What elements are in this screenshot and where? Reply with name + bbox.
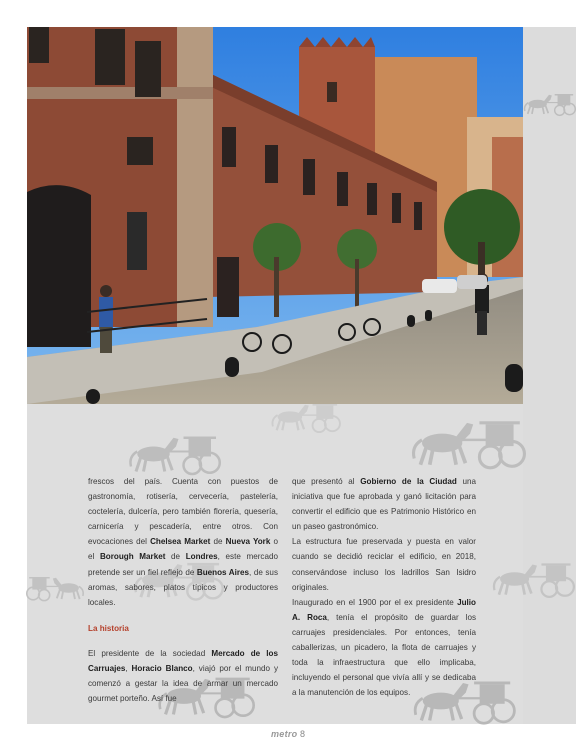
page-footer <box>0 729 576 739</box>
horse-carriage-icon <box>522 82 576 126</box>
horse-carriage-icon <box>260 400 350 434</box>
horse-carriage-icon <box>126 430 221 478</box>
paragraph: que presentó al Gobierno de la Ciudad una iniciativa que fue aprobada y ganó licitación para convertir el edificio que es Patrimonio Histórico en un paseo gastronómico. <box>292 477 476 532</box>
horse-carriage-icon <box>408 414 526 472</box>
paragraph: Inaugurado en el 1900 por el ex presidente Julio A. Roca, tenía el propósito de guardar los carruajes presidenciales. Por entonces, tenía caballerizas, un picadero, la flota de carruajes y toda la infraestructura que ello implicaba, incluyendo el personal que vivía allí y se dedicaba a la manutención de los equipos. <box>292 597 476 698</box>
horse-carriage-icon <box>490 550 575 608</box>
section-heading: La historia <box>88 623 129 633</box>
horse-carriage-icon <box>26 560 86 616</box>
paragraph: El presidente de la sociedad Mercado de los Carruajes, Horacio Blanco, viajó por el mundo y comenzó a gestar la idea de armar un mercado gourmet porteño. Así fue <box>88 648 278 704</box>
page-number: 8 <box>300 729 306 739</box>
magazine-logo: metro <box>270 729 298 739</box>
right-gray-band <box>523 27 576 724</box>
article-left-column <box>88 474 278 706</box>
street-photo <box>27 27 523 404</box>
article-right-column <box>292 474 476 700</box>
paragraph: frescos del país. Cuenta con puestos de gastronomía, rotisería, cervecería, pastelería, coctelería, dulcería, pero también florería, quesería, carnicería y pescadería, entre otros. Con evocaciones del Chelsea Market de Nueva York o el Borough Market de Londres, este mercado pretende ser un fiel reflejo de Buenos Aires, de sus aromas, sabores, platos típicos y productores locales. <box>88 477 278 607</box>
paragraph: La estructura fue preservada y puesta en valor cuando se decidió reciclar el edificio, en 2018, conservándose incluso los ladrillos San Isidro originales. <box>292 537 476 592</box>
